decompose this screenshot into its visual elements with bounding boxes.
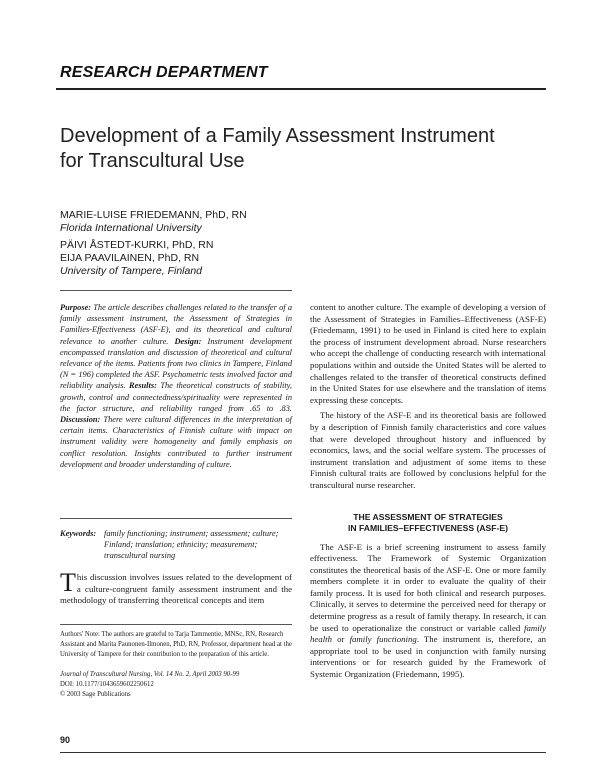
department-label: RESEARCH DEPARTMENT <box>60 64 268 81</box>
abstract-results-label: Results: <box>129 381 157 391</box>
author-list <box>60 209 247 278</box>
title-line-1: Development of a Family Assessment Instrument <box>60 125 495 147</box>
abstract <box>60 302 292 470</box>
abstract-design-text: Instrument development encompassed translation and discussion of theoretical and cultural relevance of the items. Patients from two clinics in Tampere, Finland (N = 196) completed the ASF. Psychometric tests involved factor and reliability analysis. <box>60 336 292 391</box>
author-affiliation: University of Tampere, Finland <box>60 265 203 277</box>
doi-line: DOI: 10.1177/1043659602250612 <box>60 680 154 688</box>
author-name: MARIE-LUISE FRIEDEMANN, PhD, RN <box>60 209 247 221</box>
emphasis-term: family functioning <box>349 634 417 645</box>
author-name: EIJA PAAVILAINEN, PhD, RN <box>60 252 200 264</box>
title-line-2: for Transcultural Use <box>60 150 245 172</box>
abstract-top-rule <box>60 290 292 291</box>
journal-citation <box>60 670 292 699</box>
keywords-block <box>60 528 292 562</box>
body-paragraph <box>310 542 546 681</box>
author-name: PÄIVI ÅSTEDT-KURKI, PhD, RN <box>60 239 214 251</box>
body-text: . The instrument is, therefore, an appropriate tool to be used in conjunction with family nursing interventions or for research guided by the Framework of Systemic Organization (Friedemann, 1995). <box>310 634 546 680</box>
abstract-purpose-label: Purpose: <box>60 303 92 312</box>
keywords-text: family functioning; instrument; assessment; culture; Finland; translation; ethnicity; measurement; transcultural nursing <box>104 529 279 561</box>
body-paragraph: content to another culture. The example of developing a version of the Assessment of Strategies in Families–Effectiveness (ASF-E) (Friedemann, 1991) to be used in Finland is cited here to explain the process of instrument development abroad. Nurse researchers who accept the challenge of conducting research with international populations within and outside the United States will be alerted to challenges related to the transfer of theoretical constructs defined in the United States for use elsewhere and the translation of items expressing these concepts. <box>310 302 546 405</box>
abstract-design-label: Design: <box>174 336 202 346</box>
abstract-results-text: The theoretical constructs of stability, growth, control and connectedness/spirituality were represented in the factor structure, and reliability ranged from .65 to .83. <box>60 381 292 413</box>
drop-cap: T <box>60 568 76 597</box>
authors-note: Authors' Note: The authors are grateful to Tarja Tammentie, MNSc, RN, Research Assistant and Marita Paunonen-Ilmonen, PhD, RN, Professor, department head at the University of Tampere for their contribution to the preparation of this article. <box>60 631 292 658</box>
body-paragraph: The history of the ASF-E and its theoretical basis are followed by a description of Finnish family characteristics and core values that were developed throughout history and influenced by economics, laws, and the social welfare system. The processes of instrument translation and adjustment of some items to these Finnish cultural traits are followed by conclusions helpful for the transcultural nurse researcher. <box>310 410 546 490</box>
copyright-line: © 2003 Sage Publications <box>60 690 131 698</box>
body-text: or <box>332 634 350 645</box>
abstract-discussion-text: There were cultural differences in the interpretation of certain items. Characteristics of Finnish culture with impact on instrument validity were homogeneity and family emphasis on conflict resolution. Insights contributed to further instrument development and broader understanding of culture. <box>60 415 292 469</box>
abstract-purpose-text: The article describes challenges related to the transfer of a family assessment instrument, the Assessment of Strategies in Families-Effectiveness (ASF-E), and its theoretical and cultural relevance to another culture. <box>60 303 292 346</box>
journal-line: Journal of Transcultural Nursing, Vol. 14 No. 2, April 2003 90-99 <box>60 671 240 678</box>
abstract-discussion-label: Discussion: <box>60 415 101 425</box>
article-title <box>60 124 540 174</box>
keywords-label: Keywords: <box>60 529 97 538</box>
intro-paragraph <box>60 568 292 607</box>
body-text: The ASF-E is a brief screening instrument to assess family effectiveness. The Framework of Systemic Organization constitutes the theoretical basis of the ASF-E. One or more family members complete it in order to evaluate the quality of their family process. It is used for both clinical and research purposes. Clinically, it serves to determine the perceived need for therapy or determine progress as a result of family therapy. In research, it can be used to operationalize the construct or variable called <box>310 541 546 633</box>
section-heading-line: IN FAMILIES–EFFECTIVENESS (ASF-E) <box>348 522 508 533</box>
author-affiliation: Florida International University <box>60 222 202 234</box>
emphasis-term: family health <box>310 622 546 645</box>
footer-rule <box>60 752 546 753</box>
footnote-rule <box>60 624 292 625</box>
department-rule <box>56 88 546 90</box>
page-number: 90 <box>60 735 71 745</box>
section-heading <box>310 512 546 534</box>
section-heading-line: THE ASSESSMENT OF STRATEGIES <box>353 511 503 522</box>
right-column <box>310 302 546 681</box>
intro-text: his discussion involves issues related to the development of a culture-congruent family assessment instrument and the methodology of transferring theoretical concepts and item <box>60 572 292 606</box>
abstract-bottom-rule <box>60 518 292 519</box>
